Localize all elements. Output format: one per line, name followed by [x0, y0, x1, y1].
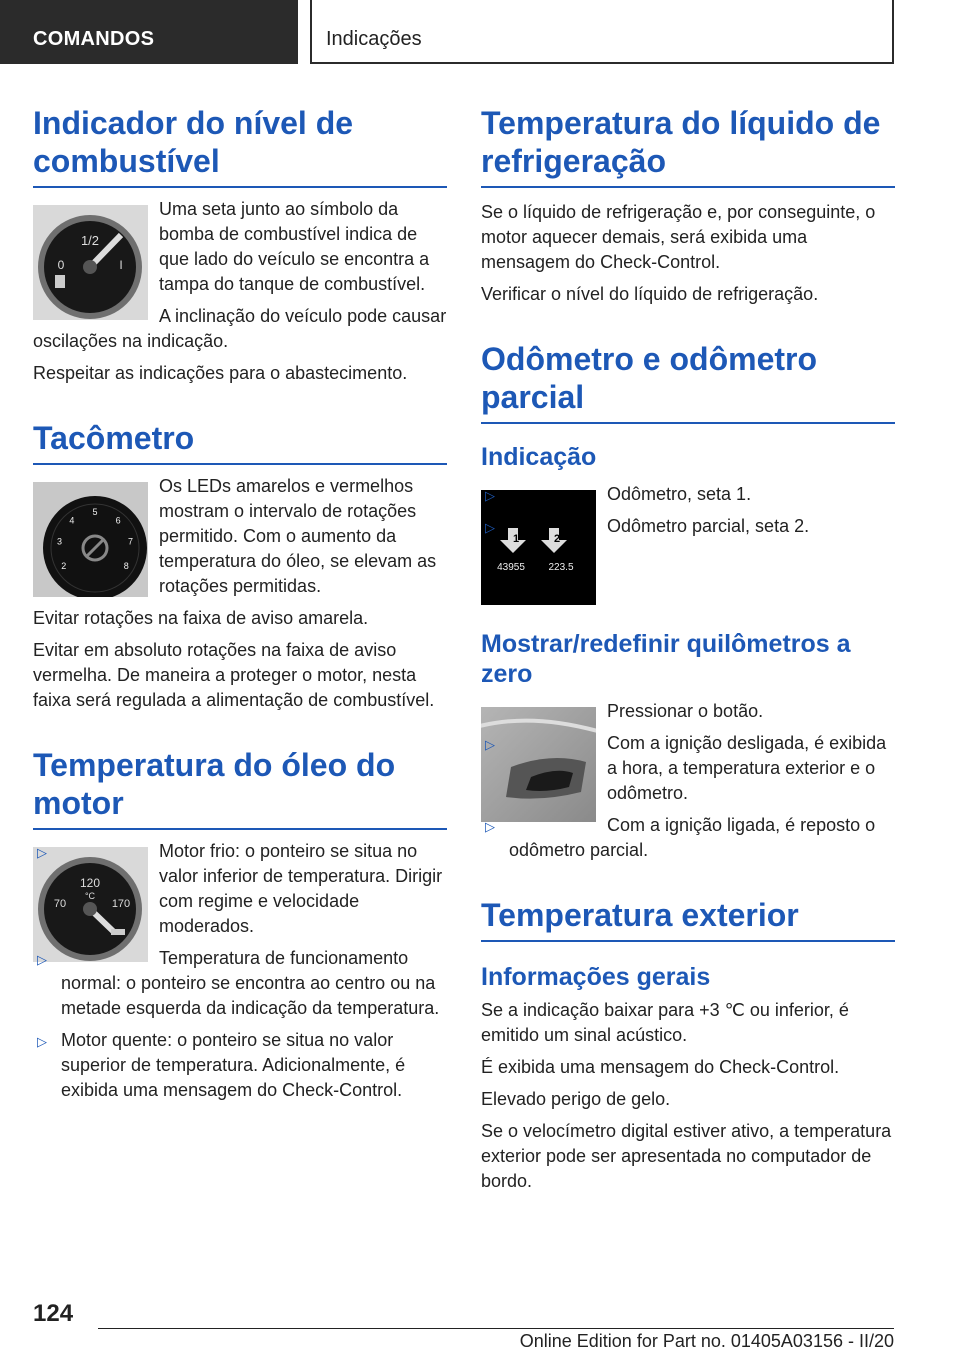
- oil-gauge-unit-label: °C: [84, 891, 96, 901]
- bullet-arrow-icon: ▷: [485, 488, 495, 503]
- bullet-arrow-icon: ▷: [37, 952, 47, 967]
- tacho-scale-label: 5: [92, 507, 98, 517]
- tachometer-image: [33, 482, 148, 597]
- trip-odometer-value: 223.5: [548, 562, 574, 573]
- list-item: ▷ Motor frio: o ponteiro se situa no valor inferior de temperatura. Dirigir com regime e velocidade moderados.: [37, 841, 443, 936]
- exterior-temp-paragraph-2: É exibida uma mensagem do Check-Control.: [481, 1057, 840, 1077]
- tacho-paragraph-3: Evitar em absoluto rotações na faixa de aviso vermelha. De maneira a proteger o motor, nesta faixa será regulada a alimentação de combustível.: [33, 640, 435, 710]
- oil-gauge-low-label: 70: [53, 898, 67, 910]
- odometer-reset-list: [481, 731, 895, 863]
- footer-divider: [98, 1328, 894, 1329]
- exterior-temp-paragraph-4: Se o velocímetro digital estiver ativo, a temperatura exterior pode ser apresentada no computador de bordo.: [481, 1121, 892, 1191]
- tacho-paragraph-1: Os LEDs amarelos e vermelhos mostram o intervalo de rotações permitido. Com o aumento da temperatura do óleo, se elevam as rotações permitidas.: [159, 476, 437, 596]
- right-column: [481, 104, 895, 1201]
- oil-gauge-high-label: 170: [111, 898, 131, 910]
- odometer-arrow-1-label: 1: [512, 533, 520, 545]
- fuel-gauge-image: [33, 205, 148, 320]
- odometer-value: 43955: [497, 562, 525, 573]
- header-section-tab: [0, 0, 298, 64]
- tacho-scale-label: 6: [115, 515, 121, 526]
- fuel-heading: Indicador do nível de combustível: [33, 104, 447, 188]
- exterior-temp-subheading: Informações gerais: [481, 963, 711, 991]
- tacho-scale-label: 2: [61, 561, 67, 571]
- odometer-display-image: [481, 490, 596, 605]
- list-item: ▷ Odômetro, seta 1.: [481, 482, 895, 507]
- bullet-arrow-icon: ▷: [37, 1034, 47, 1049]
- bullet-arrow-icon: ▷: [485, 520, 495, 535]
- list-item: ▷ Com a ignição ligada, é reposto o odômetro parcial.: [485, 815, 876, 860]
- fuel-paragraph-3: Respeitar as indicações para o abastecimento.: [33, 363, 408, 383]
- bullet-arrow-icon: ▷: [37, 845, 47, 860]
- odometer-reset-paragraph: Pressionar o botão.: [607, 701, 764, 721]
- fuel-paragraph-1: Uma seta junto ao símbolo da bomba de combustível indica de que lado do veículo se encontra a tampa do tanque de combustível.: [159, 199, 430, 294]
- fuel-paragraph-2: A inclinação do veículo pode causar oscilações na indicação.: [33, 306, 447, 351]
- odometer-heading: Odômetro e odômetro parcial: [481, 340, 895, 424]
- list-item: ▷ Temperatura de funcionamento normal: o ponteiro se encontra ao centro ou na metade esquerda da indicação da temperatura.: [37, 948, 440, 1018]
- list-item: ▷ Motor quente: o ponteiro se situa no valor superior de temperatura. Adicionalmente, é exibida uma mensagem do Check-Control.: [37, 1030, 406, 1100]
- tacho-scale-label: 4: [69, 515, 75, 526]
- tacho-paragraph-2: Evitar rotações na faixa de aviso amarela.: [33, 608, 369, 628]
- oil-list: [33, 839, 447, 1103]
- odometer-subheading-display: Indicação: [481, 443, 597, 471]
- footer-edition: Online Edition for Part no. 01405A03156 - II/20: [519, 1331, 894, 1351]
- coolant-paragraph-1: Se o líquido de refrigeração e, por conseguinte, o motor aquecer demais, será exibida uma mensagem do Check-Control.: [481, 202, 876, 272]
- tacho-scale-label: 8: [123, 561, 129, 571]
- fuel-gauge-half-label: 1/2: [80, 233, 100, 248]
- exterior-temp-heading: Temperatura exterior: [481, 896, 895, 942]
- left-column: [33, 104, 447, 1110]
- coolant-paragraph-2: Verificar o nível do líquido de refrigeração.: [481, 284, 819, 304]
- list-item: ▷ Com a ignição desligada, é exibida a hora, a temperatura exterior e o odômetro.: [485, 733, 887, 803]
- odometer-reset-subheading: Mostrar/redefinir quilômetros a zero: [481, 630, 851, 688]
- tacho-heading: Tacômetro: [33, 419, 447, 465]
- fuel-gauge-full-label: I: [119, 258, 123, 272]
- header-section-label: COMANDOS: [33, 28, 155, 50]
- tacho-scale-label: 7: [127, 536, 134, 547]
- list-item: ▷ Odômetro parcial, seta 2.: [481, 514, 895, 539]
- coolant-heading: Temperatura do líquido de refrigeração: [481, 104, 895, 188]
- fuel-gauge-zero-label: 0: [57, 258, 65, 272]
- bullet-arrow-icon: ▷: [485, 819, 495, 834]
- exterior-temp-paragraph-3: Elevado perigo de gelo.: [481, 1089, 671, 1109]
- oil-heading: Temperatura do óleo do motor: [33, 746, 447, 830]
- header-subsection-tab: [310, 0, 894, 64]
- odometer-arrow-2-label: 2: [553, 533, 561, 545]
- page-number: 124: [33, 1300, 74, 1327]
- oil-gauge-mid-label: 120: [79, 876, 101, 890]
- header-subsection-label: Indicações: [326, 28, 422, 50]
- exterior-temp-paragraph-1: Se a indicação baixar para +3 ℃ ou inferior, é emitido um sinal acústico.: [481, 1000, 849, 1045]
- bullet-arrow-icon: ▷: [485, 737, 495, 752]
- tacho-scale-label: 3: [56, 536, 63, 547]
